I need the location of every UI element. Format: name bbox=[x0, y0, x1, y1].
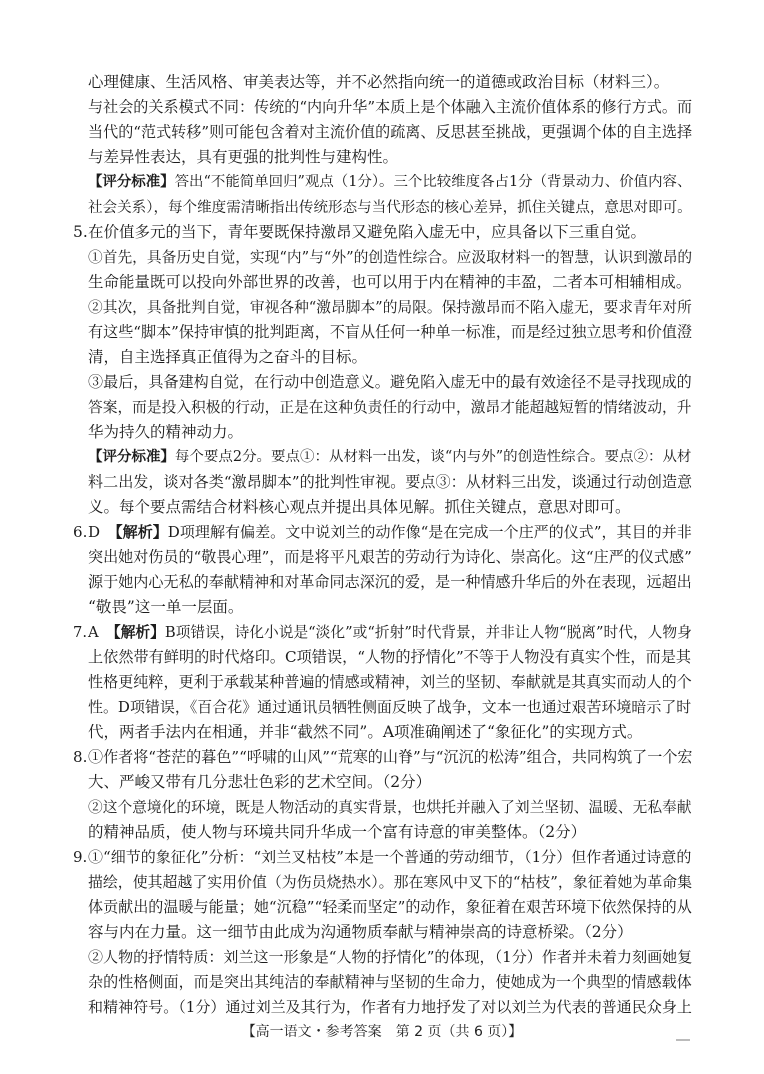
line-text: 体贡献出的温暖与能量；她“沉稳”“轻柔而坚定”的动作，象征着在艰苦环境下依然保持的从 bbox=[88, 898, 692, 916]
line-text: 代，两者手法内在相通，并非“截然不同”。A项准确阐述了“象征化”的实现方式。 bbox=[88, 723, 643, 741]
text-line bbox=[88, 395, 692, 420]
text-line bbox=[88, 345, 692, 370]
scoring-tag: 【评分标准】 bbox=[88, 449, 175, 465]
text-line bbox=[88, 545, 692, 570]
analysis-tag: 【解析】 bbox=[113, 624, 165, 641]
line-text: 义。每个要点需结合材料核心观点并提出具体见解。抓住关键点，意思对即可。 bbox=[88, 498, 631, 516]
line-text: 与社会的关系模式不同：传统的“内向升华”本质上是个体融入主流价值体系的修行方式。而 bbox=[88, 98, 693, 116]
line-text: ①首先，具备历史自觉，实现“内”与“外”的创造性综合。应汲取材料一的智慧，认识到激昂的 bbox=[88, 249, 693, 266]
text-line bbox=[88, 945, 692, 970]
scoring-tag: 【评分标准】 bbox=[88, 174, 175, 190]
line-text: 每个要点2分。要点①：从材料一出发，谈“内与外”的创造性综合。要点②：从材 bbox=[174, 449, 692, 465]
corner-mark bbox=[676, 1039, 690, 1041]
analysis-tag: 【解析】 bbox=[115, 523, 168, 541]
line-text: 料二出发，谈对各类“激昂脚本”的批判性审视。要点③：从材料三出发，谈通过行动创造意 bbox=[88, 473, 693, 491]
text-line bbox=[88, 670, 692, 695]
line-text: 描绘，使其超越了实用价值（为伤员烧热水）。那在寒风中叉下的“枯枝”，象征着她为革命集 bbox=[88, 873, 693, 891]
text-line bbox=[73, 220, 692, 245]
text-line bbox=[88, 895, 692, 920]
line-text: 答出“不能简单回归”观点（1分）。三个比较维度各占1分（背景动力、价值内容、 bbox=[174, 174, 692, 190]
answer-body bbox=[73, 70, 693, 1020]
line-text: 在价值多元的当下，青年要既保持激昂又避免陷入虚无中，应具备以下三重自觉。 bbox=[88, 223, 647, 241]
text-line bbox=[88, 370, 692, 395]
text-line bbox=[88, 420, 692, 445]
line-text: 答案，而是投入积极的行动，正是在这种负责任的行动中，激昂才能超越短暂的情绪波动，升 bbox=[88, 399, 692, 416]
line-text: 当代的“范式转移”则可能包含着对主流价值的疏离、反思甚至挑战，更强调个体的自主选择 bbox=[88, 123, 693, 141]
line-text: 容与内在力量。这一细节由此成为沟通物质奉献与精神崇高的诗意桥梁。（2分） bbox=[88, 923, 633, 941]
line-text: 生命能量既可以投向外部世界的改善，也可以用于内在精神的丰盈，二者本可相辅相成。 bbox=[88, 273, 692, 291]
line-text: 上依然带有鲜明的时代烙印。C项错误，“人物的抒情化”不等于人物没有真实个性，而是其 bbox=[88, 648, 692, 666]
text-line bbox=[88, 645, 692, 670]
line-text: ①作者将“苍茫的暮色”“呼啸的山风”“荒寒的山脊”与“沉沉的松涛”组合，共同构筑了一个宏 bbox=[88, 748, 693, 766]
text-line bbox=[88, 920, 692, 945]
text-line bbox=[88, 120, 692, 145]
text-line bbox=[73, 845, 692, 870]
question-number: 8. bbox=[73, 748, 88, 766]
text-line bbox=[73, 620, 692, 645]
line-text: 心理健康、生活风格、审美表达等，并不必然指向统一的道德或政治目标（材料三）。 bbox=[88, 73, 670, 91]
line-text: 的精神品质，使人物与环境共同升华成一个富有诗意的审美整体。（2分） bbox=[88, 823, 587, 841]
text-line bbox=[88, 595, 692, 620]
text-line bbox=[88, 445, 692, 470]
page-footer: 【高一语文・参考答案 第 2 页（共 6 页）】 bbox=[241, 1024, 523, 1040]
line-text: 华为持久的精神动力。 bbox=[88, 423, 244, 441]
line-text: 和精神符号。（1分）通过刘兰及其行为，作者有力地抒发了对以刘兰为代表的普通民众身上 bbox=[88, 998, 692, 1016]
question-number: 5. bbox=[73, 223, 88, 241]
text-line bbox=[73, 520, 692, 545]
line-text: 源于她内心无私的奉献精神和对革命同志深沉的爱，是一种情感升华后的外在表现，远超出 bbox=[88, 573, 692, 591]
text-line bbox=[88, 195, 692, 220]
text-line bbox=[88, 970, 692, 995]
text-line bbox=[88, 795, 692, 820]
text-line bbox=[88, 170, 692, 195]
line-text: 清，自主选择真正值得为之奋斗的目标。 bbox=[88, 348, 368, 366]
text-line bbox=[88, 995, 692, 1020]
line-text: ①“细节的象征化”分析：“刘兰叉枯枝”本是一个普通的劳动细节，（1分）但作者通过诗意的 bbox=[88, 848, 692, 866]
line-text: B项错误，诗化小说是“淡化”或“折射”时代背景，并非让人物“脱离”时代，人物身 bbox=[164, 624, 692, 641]
text-line bbox=[88, 695, 692, 720]
text-line bbox=[88, 145, 692, 170]
line-text: 与差异性表达，具有更强的批判性与建构性。 bbox=[88, 148, 399, 166]
text-line bbox=[88, 295, 692, 320]
text-line bbox=[88, 870, 692, 895]
text-line bbox=[88, 470, 692, 495]
line-text: 社会关系），每个维度需清晰指出传统形态与当代形态的核心差异，抓住关键点，意思对即可。 bbox=[88, 199, 692, 216]
line-text: ②其次，具备批判自觉，审视各种“激昂脚本”的局限。保持激昂而不陷入虚无，要求青年对所 bbox=[88, 299, 692, 316]
line-text: 性。D项错误，《百合花》通过通讯员牺牲侧面反映了战争，文本一也通过艰苦环境暗示了时 bbox=[88, 698, 692, 716]
text-line bbox=[88, 820, 692, 845]
question-number: 6. bbox=[73, 523, 88, 541]
line-text: 有这些“脚本”保持审慎的批判距离，不盲从任何一种单一标准，而是经过独立思考和价值澄 bbox=[88, 323, 693, 341]
line-text: 杂的性格侧面，而是突出其纯洁的奉献精神与坚韧的生命力，使她成为一个典型的情感载体 bbox=[88, 973, 692, 991]
text-line bbox=[88, 95, 692, 120]
line-text: 大、严峻又带有几分悲壮色彩的艺术空间。（2分） bbox=[88, 773, 432, 791]
line-text: ②这个意境化的环境，既是人物活动的真实背景，也烘托并融入了刘兰坚韧、温暖、无私奉献 bbox=[88, 799, 692, 816]
text-line bbox=[73, 745, 693, 770]
text-line bbox=[88, 720, 692, 745]
line-text: D项理解有偏差。文中说刘兰的动作像“是在完成一个庄严的仪式”，其目的并非 bbox=[167, 523, 692, 541]
line-text: ②人物的抒情特质：刘兰这一形象是“人物的抒情化”的体现，（1分）作者并未着力刻画她复 bbox=[88, 948, 693, 966]
line-text: 突出她对伤员的“敬畏心理”，而是将平凡艰苦的劳动行为诗化、崇高化。这“庄严的仪式感” bbox=[88, 548, 692, 566]
answer-letter: D bbox=[88, 523, 116, 541]
text-line bbox=[88, 320, 692, 345]
line-text: “敬畏”这一单一层面。 bbox=[88, 598, 244, 616]
question-number: 7. bbox=[73, 624, 88, 641]
text-line bbox=[88, 770, 692, 795]
text-line bbox=[88, 570, 692, 595]
text-line bbox=[88, 495, 692, 520]
text-line bbox=[88, 245, 692, 270]
text-line bbox=[88, 70, 692, 95]
answer-letter: A bbox=[88, 624, 114, 641]
line-text: ③最后，具备建构自觉，在行动中创造意义。避免陷入虚无中的最有效途径不是寻找现成的 bbox=[88, 373, 692, 391]
question-number: 9. bbox=[73, 848, 88, 866]
line-text: 性格更纯粹，更利于承载某种普遍的情感或精神，刘兰的坚韧、奉献就是其真实而动人的个 bbox=[88, 673, 692, 691]
text-line bbox=[88, 270, 692, 295]
